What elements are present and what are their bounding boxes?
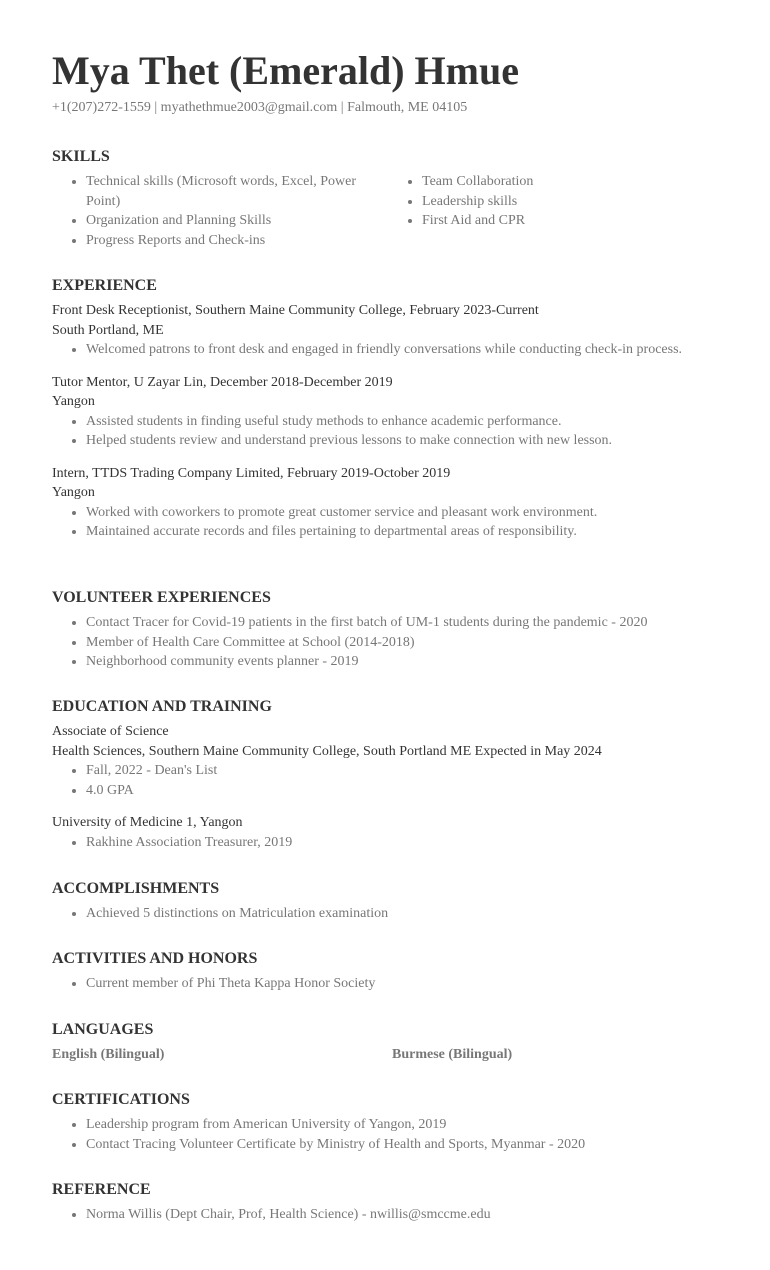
experience-entry — [52, 301, 732, 360]
activities-section — [52, 949, 732, 994]
job-bullet: Welcomed patrons to front desk and engaged in friendly conversations while conducting check-in process. — [86, 340, 712, 360]
school-name: University of Medicine 1, Yangon — [52, 815, 243, 830]
job-bullet: Maintained accurate records and files pertaining to departmental areas of responsibility. — [86, 522, 732, 542]
education-bullet: 4.0 GPA — [86, 781, 732, 801]
job-title: Intern, TTDS Trading Company Limited, February 2019-October 2019 — [52, 465, 451, 481]
job-bullet: Helped students review and understand previous lessons to make connection with new lesson. — [86, 431, 732, 451]
section-title-skills: SKILLS — [52, 148, 110, 165]
languages-section — [52, 1020, 732, 1065]
volunteer-section — [52, 588, 732, 672]
experience-entry — [52, 373, 732, 451]
job-bullet: Assisted students in finding useful study methods to enhance academic performance. — [86, 412, 732, 432]
job-title: Front Desk Receptionist, Southern Maine Community College, February 2023-Current — [52, 303, 539, 318]
degree-title: Associate of Science — [52, 724, 169, 739]
volunteer-item: Neighborhood community events planner - 2019 — [86, 652, 732, 672]
activity-item: Current member of Phi Theta Kappa Honor Society — [86, 974, 732, 994]
section-title-reference: REFERENCE — [52, 1181, 151, 1198]
section-title-accomplishments: ACCOMPLISHMENTS — [52, 880, 220, 897]
education-entry — [52, 722, 732, 800]
section-title-activities: ACTIVITIES AND HONORS — [52, 950, 258, 967]
skill-item: Progress Reports and Check-ins — [86, 231, 376, 251]
skill-item: Organization and Planning Skills — [86, 211, 376, 231]
job-title: Tutor Mentor, U Zayar Lin, December 2018-December 2019 — [52, 374, 393, 390]
skills-columns — [52, 172, 732, 250]
language-item: Burmese (Bilingual) — [392, 1047, 513, 1062]
experience-entry — [52, 464, 732, 542]
skill-item: Team Collaboration — [422, 172, 732, 192]
contact-line: +1(207)272-1559 | myathethmue2003@gmail.com | Falmouth, ME 04105 — [52, 100, 468, 115]
job-bullet: Worked with coworkers to promote great customer service and pleasant work environment. — [86, 503, 732, 523]
skill-item: Leadership skills — [422, 192, 732, 212]
experience-section — [52, 276, 732, 542]
section-title-languages: LANGUAGES — [52, 1021, 154, 1038]
certification-item: Leadership program from American University of Yangon, 2019 — [86, 1115, 732, 1135]
job-location: Yangon — [52, 485, 95, 500]
section-title-volunteer: VOLUNTEER EXPERIENCES — [52, 589, 271, 606]
certifications-section — [52, 1090, 732, 1154]
skills-right-column — [388, 172, 732, 250]
reference-item: Norma Willis (Dept Chair, Prof, Health Science) - nwillis@smccme.edu — [86, 1205, 732, 1225]
skills-left-column — [52, 172, 388, 250]
degree-school: Health Sciences, Southern Maine Community College, South Portland ME Expected in May 2024 — [52, 743, 602, 759]
section-title-education: EDUCATION AND TRAINING — [52, 698, 272, 715]
job-location: Yangon — [52, 394, 95, 409]
job-location: South Portland, ME — [52, 322, 164, 338]
language-item: English (Bilingual) — [52, 1047, 165, 1062]
education-section — [52, 697, 732, 852]
section-title-certifications: CERTIFICATIONS — [52, 1091, 190, 1108]
section-title-experience: EXPERIENCE — [52, 277, 157, 294]
education-bullet: Fall, 2022 - Dean's List — [86, 761, 732, 781]
languages-row — [52, 1045, 732, 1065]
skill-item: Technical skills (Microsoft words, Excel, Power Point) — [86, 172, 376, 211]
education-bullet: Rakhine Association Treasurer, 2019 — [86, 833, 732, 853]
accomplishment-item: Achieved 5 distinctions on Matriculation examination — [86, 904, 732, 924]
candidate-name: Mya Thet (Emerald) Hmue — [52, 48, 519, 93]
certification-item: Contact Tracing Volunteer Certificate by Ministry of Health and Sports, Myanmar - 2020 — [86, 1135, 732, 1155]
volunteer-item: Contact Tracer for Covid-19 patients in the first batch of UM-1 students during the pandemic - 2020 — [86, 613, 732, 633]
education-entry — [52, 813, 732, 852]
skills-section — [52, 147, 732, 250]
volunteer-item: Member of Health Care Committee at School (2014-2018) — [86, 633, 732, 653]
reference-section — [52, 1180, 732, 1225]
accomplishments-section — [52, 879, 732, 924]
skill-item: First Aid and CPR — [422, 211, 732, 231]
